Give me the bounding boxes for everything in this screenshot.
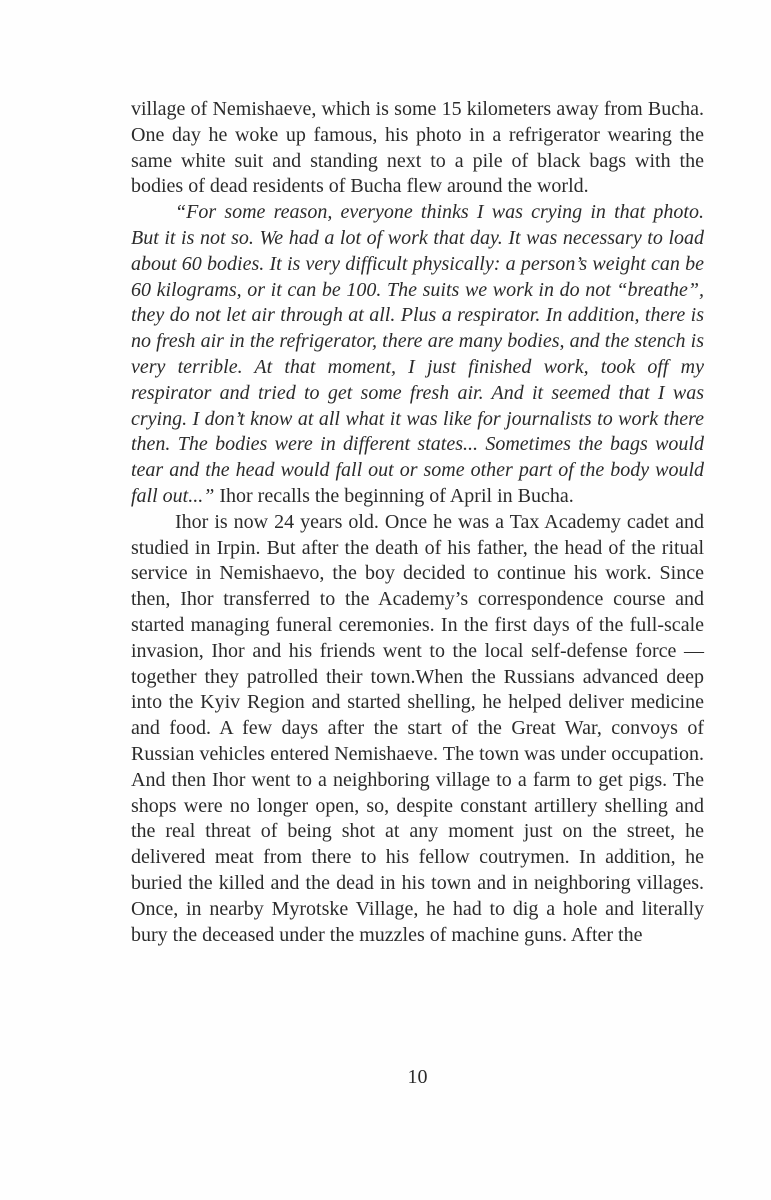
quote-italic-text: “For some reason, everyone thinks I was crying in that photo. But it is not so. We had a lot of work that day. It was necessary to load about 60 bodies. It is very difficult physically: a person’s weight can be 60 kilograms, or it can be 100. The suits we work in do not “breathe”, they do not let air through at all. Plus a respirator. In addition, there is no fresh air in the refrigerator, there are many bodies, and the stench is very terrible. At that moment, I just finished work, took off my respirator and tried to get some fresh air. And it seemed that I was crying. I don’t know at all what it was like for journalists to work there then. The bodies were in different states... Sometimes the bags would tear and the head would fall out or some other part of the body would fall out...” xyxy=(131,201,704,507)
quote-paragraph xyxy=(131,200,704,510)
text-block xyxy=(131,97,704,948)
continuation-paragraph xyxy=(131,97,704,200)
page-number: 10 xyxy=(407,1066,428,1088)
biography-paragraph xyxy=(131,510,704,949)
paragraph-text: Ihor is now 24 years old. Once he was a Tax Academy cadet and studied in Irpin. But after the death of his father, the head of the ritual service in Nemishaevo, the boy decided to continue his work. Since then, Ihor transferred to the Academy’s correspondence course and started managing funeral ceremonies. In the first days of the full-scale invasion, Ihor and his friends went to the local self-defense force —together they patrolled their town.When the Russians advanced deep into the Kyiv Region and started shelling, he helped deliver medicine and food. A few days after the start of the Great War, convoys of Russian vehicles entered Nemishaeve. The town was under occupation. And then Ihor went to a neighboring village to a farm to get pigs. The shops were no longer open, so, despite constant artillery shelling and the real threat of being shot at any moment just on the street, he delivered meat from there to his fellow coutrymen. In addition, he buried the killed and the dead in his town and in neighboring villages. Once, in nearby Myrotske Village, he had to dig a hole and literally bury the deceased under the muzzles of machine guns. After the xyxy=(131,510,704,946)
quote-attribution-text: Ihor recalls the beginning of April in Bucha. xyxy=(214,484,574,507)
paragraph-text: village of Nemishaeve, which is some 15 kilometers away from Bucha. One day he woke up famous, his photo in a refrigerator wearing the same white suit and standing next to a pile of black bags with the bodies of dead residents of Bucha flew around the world. xyxy=(131,98,704,198)
